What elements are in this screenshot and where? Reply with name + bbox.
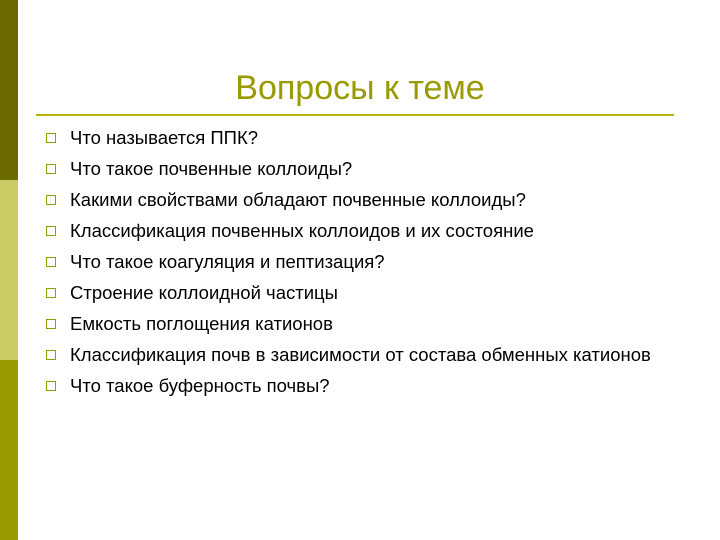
square-bullet-icon xyxy=(46,133,56,143)
list-item xyxy=(46,189,676,211)
list-item-text: Классификация почв в зависимости от состава обменных катионов xyxy=(70,344,651,365)
list-item-text: Что такое почвенные коллоиды? xyxy=(70,158,353,179)
slide-title: Вопросы к теме xyxy=(235,69,485,107)
square-bullet-icon xyxy=(46,164,56,174)
list-item-text: Классификация почвенных коллоидов и их состояние xyxy=(70,220,534,241)
list-item xyxy=(46,127,676,149)
list-item-text: Что называется ППК? xyxy=(70,127,259,148)
list-item-text: Емкость поглощения катионов xyxy=(70,313,333,334)
list-item-text: Какими свойствами обладают почвенные коллоиды? xyxy=(70,189,526,210)
list-item-text: Строение коллоидной частицы xyxy=(70,282,338,303)
list-item xyxy=(46,158,676,180)
list-item xyxy=(46,344,676,366)
list-item xyxy=(46,220,676,242)
square-bullet-icon xyxy=(46,381,56,391)
list-item-text: Что такое коагуляция и пептизация? xyxy=(70,251,385,272)
square-bullet-icon xyxy=(46,350,56,360)
list-item xyxy=(46,251,676,273)
list-item xyxy=(46,375,676,397)
list-item-text: Что такое буферность почвы? xyxy=(70,375,330,396)
list-item xyxy=(46,282,676,304)
square-bullet-icon xyxy=(46,195,56,205)
question-list xyxy=(46,127,676,406)
list-item xyxy=(46,313,676,335)
square-bullet-icon xyxy=(46,226,56,236)
sidebar-segment-light xyxy=(0,180,18,360)
square-bullet-icon xyxy=(46,288,56,298)
title-underline xyxy=(36,114,674,116)
square-bullet-icon xyxy=(46,257,56,267)
square-bullet-icon xyxy=(46,319,56,329)
sidebar-segment-medium xyxy=(0,360,18,540)
